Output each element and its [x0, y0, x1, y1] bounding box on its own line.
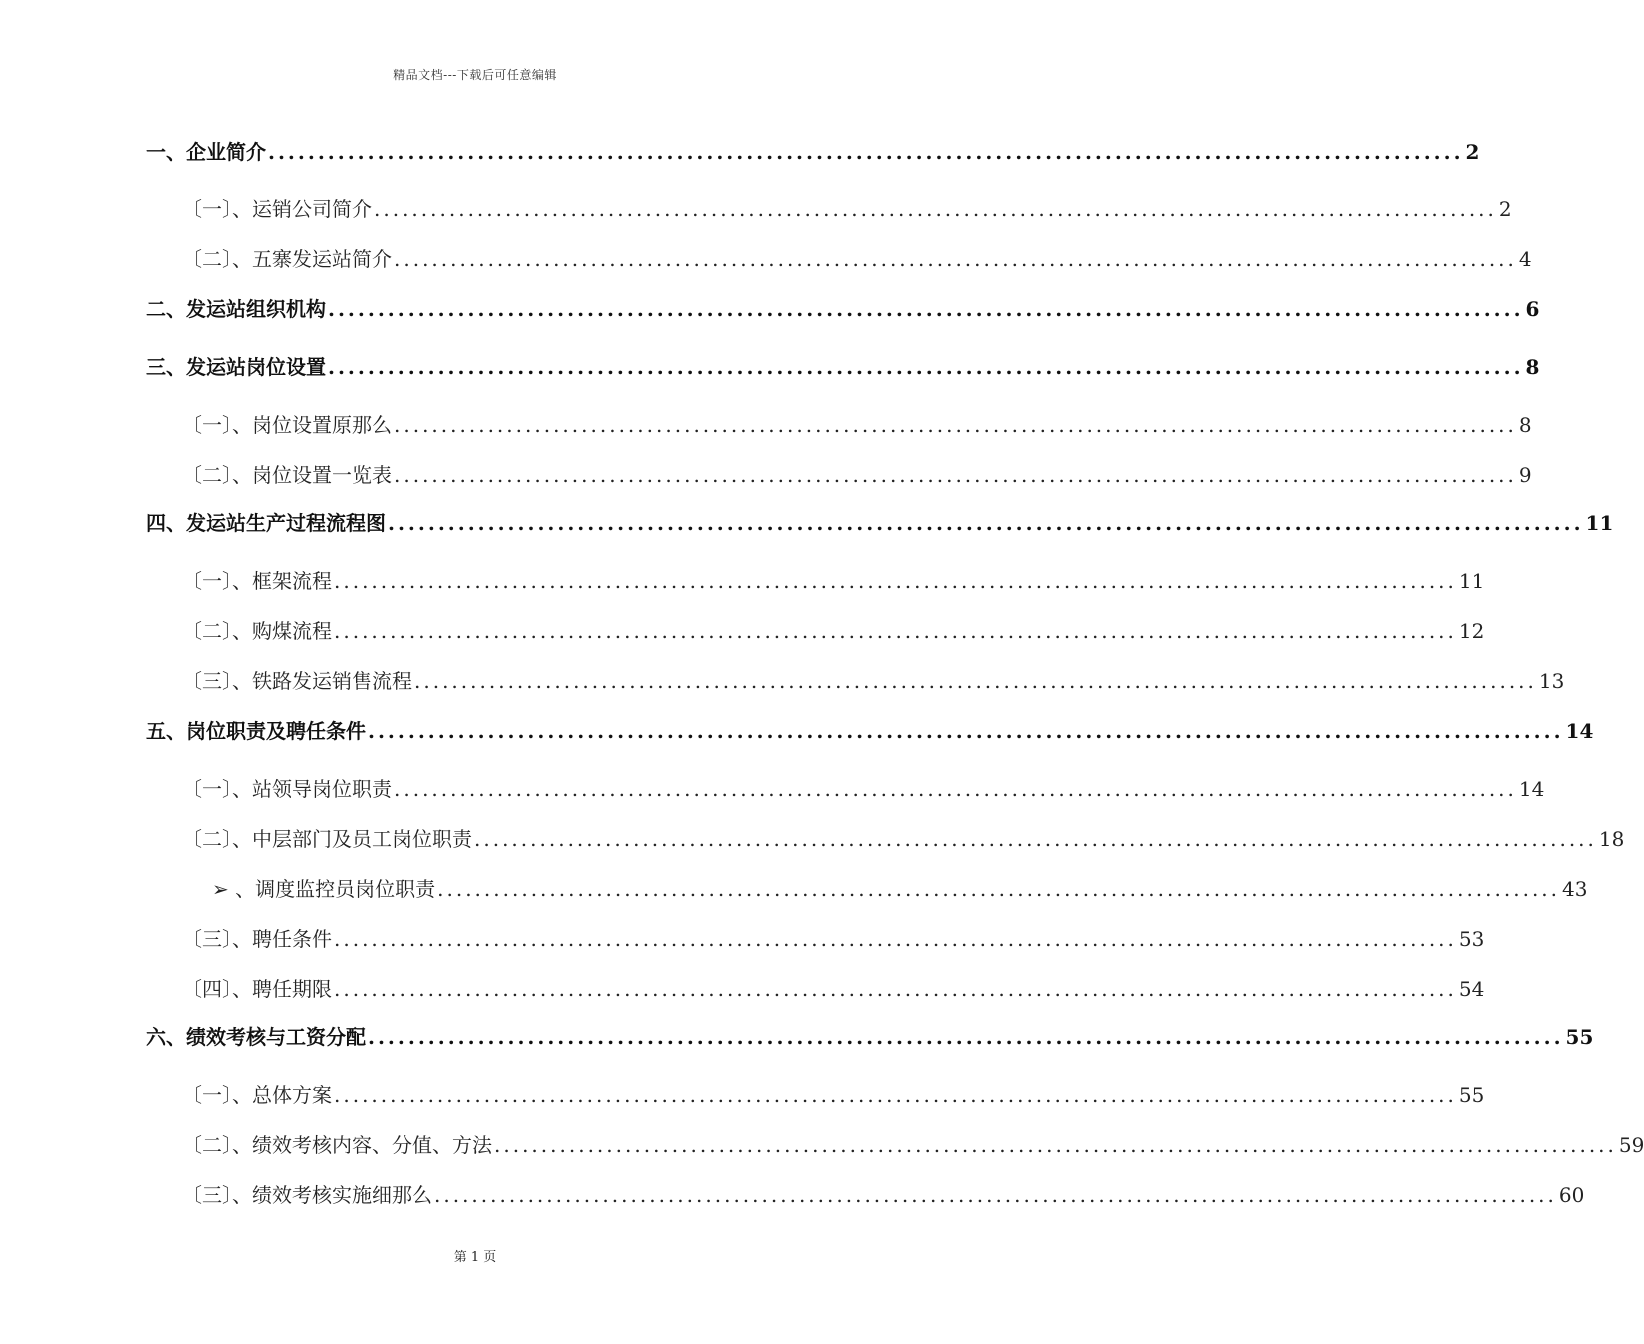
toc-entry[interactable]: [146, 508, 1614, 538]
toc-entry-number: 〔一〕、: [182, 1083, 252, 1107]
toc-entry[interactable]: [146, 616, 1485, 646]
toc-entry-number: 〔一〕、: [182, 197, 252, 221]
toc-leader-dots: ........................................................................................................................: [334, 569, 1457, 593]
toc-entry-page: 55: [1458, 1083, 1485, 1107]
toc-leader-dots: ........................................................................................................................: [374, 197, 1497, 221]
toc-entry-page: 6: [1525, 297, 1540, 321]
toc-entry[interactable]: [146, 137, 1480, 167]
toc-leader-dots: ........................................................................................................................: [328, 297, 1524, 321]
toc-leader-dots: ........................................................................................................................: [334, 977, 1457, 1001]
toc-entry-page: 14: [1518, 777, 1545, 801]
toc-entry-number: 〔三〕、: [182, 927, 252, 951]
toc-entry[interactable]: [146, 1022, 1594, 1052]
toc-leader-dots: ........................................................................................................................: [394, 247, 1517, 271]
toc-entry-title: 五寨发运站简介: [252, 247, 392, 271]
toc-entry-title: 铁路发运销售流程: [252, 669, 412, 693]
toc-entry-title: 绩效考核内容、分值、方法: [252, 1133, 492, 1157]
toc-leader-dots: ........................................................................................................................: [368, 719, 1564, 743]
toc-entry[interactable]: [146, 194, 1512, 224]
toc-leader-dots: ........................................................................................................................: [334, 927, 1457, 951]
toc-entry[interactable]: [146, 352, 1540, 382]
toc-entry-title: 中层部门及员工岗位职责: [252, 827, 472, 851]
toc-leader-dots: ........................................................................................................................: [368, 1025, 1564, 1049]
toc-entry[interactable]: [146, 874, 1588, 904]
toc-entry-number: 二、: [146, 297, 186, 321]
toc-entry-number: 四、: [146, 511, 186, 535]
toc-leader-dots: ........................................................................................................................: [334, 619, 1457, 643]
toc-entry-number: 〔四〕、: [182, 977, 252, 1001]
toc-leader-dots: ........................................................................................................................: [394, 777, 1517, 801]
toc-leader-dots: ........................................................................................................................: [394, 463, 1517, 487]
toc-entry[interactable]: [146, 294, 1540, 324]
toc-entry-title: 总体方案: [252, 1083, 332, 1107]
toc-entry-number: 〔一〕、: [182, 413, 252, 437]
toc-entry[interactable]: [146, 1130, 1644, 1160]
toc-entry-title: 聘任期限: [252, 977, 332, 1001]
toc-entry[interactable]: [146, 566, 1485, 596]
toc-entry-number: 〔一〕、: [182, 777, 252, 801]
toc-entry-title: 调度监控员岗位职责: [255, 877, 436, 901]
toc-entry-title: 岗位职责及聘任条件: [186, 719, 366, 743]
toc-entry-number: 〔二〕、: [182, 247, 252, 271]
toc-entry-number: ➢ 、: [212, 877, 256, 901]
page-header: 精品文档---下载后可任意编辑: [393, 68, 557, 82]
toc-entry-page: 11: [1585, 511, 1614, 535]
toc-leader-dots: ........................................................................................................................: [494, 1133, 1617, 1157]
toc-leader-dots: ........................................................................................................................: [474, 827, 1597, 851]
toc-entry-page: 59: [1618, 1133, 1644, 1157]
toc-leader-dots: ........................................................................................................................: [434, 1183, 1557, 1207]
toc-entry-number: 〔二〕、: [182, 1133, 252, 1157]
toc-entry-title: 企业简介: [186, 140, 266, 164]
toc-entry-page: 43: [1562, 877, 1588, 901]
toc-entry[interactable]: [146, 774, 1545, 804]
toc-entry-title: 岗位设置原那么: [252, 413, 392, 437]
toc-entry-title: 发运站组织机构: [186, 297, 326, 321]
toc-entry-number: 六、: [146, 1025, 186, 1049]
toc-entry[interactable]: [146, 974, 1485, 1004]
toc-entry-page: 53: [1458, 927, 1485, 951]
toc-entry-page: 9: [1518, 463, 1532, 487]
toc-entry-page: 2: [1498, 197, 1512, 221]
toc-leader-dots: ........................................................................................................................: [328, 355, 1524, 379]
toc-entry-number: 〔二〕、: [182, 827, 252, 851]
toc-entry[interactable]: [146, 1180, 1585, 1210]
toc-entry-page: 18: [1598, 827, 1625, 851]
toc-entry[interactable]: [146, 1080, 1485, 1110]
toc-leader-dots: ........................................................................................................................: [268, 140, 1464, 164]
toc-leader-dots: ........................................................................................................................: [437, 877, 1561, 901]
toc-entry-page: 13: [1538, 669, 1565, 693]
toc-entry-number: 〔二〕、: [182, 463, 252, 487]
toc-entry-page: 55: [1565, 1025, 1594, 1049]
toc-entry-title: 站领导岗位职责: [252, 777, 392, 801]
toc-entry-number: 〔二〕、: [182, 619, 252, 643]
toc-entry-title: 绩效考核实施细那么: [252, 1183, 432, 1207]
toc-entry-page: 14: [1565, 719, 1594, 743]
toc-entry-title: 岗位设置一览表: [252, 463, 392, 487]
toc-entry[interactable]: [146, 924, 1485, 954]
toc-entry-number: 〔三〕、: [182, 669, 252, 693]
toc-entry-title: 聘任条件: [252, 927, 332, 951]
toc-entry[interactable]: [146, 460, 1532, 490]
toc-entry[interactable]: [146, 244, 1532, 274]
toc-leader-dots: ........................................................................................................................: [394, 413, 1517, 437]
toc-entry[interactable]: [146, 666, 1565, 696]
toc-entry-page: 12: [1458, 619, 1485, 643]
toc-entry-page: 4: [1518, 247, 1532, 271]
toc-entry-title: 框架流程: [252, 569, 332, 593]
toc-entry-page: 8: [1525, 355, 1540, 379]
toc-entry-number: 〔一〕、: [182, 569, 252, 593]
toc-entry[interactable]: [146, 824, 1625, 854]
toc-leader-dots: ........................................................................................................................: [414, 669, 1537, 693]
page-footer: 第 1 页: [453, 1250, 497, 1265]
toc-entry-title: 运销公司简介: [252, 197, 372, 221]
toc-entry-title: 发运站生产过程流程图: [186, 511, 386, 535]
toc-entry-title: 绩效考核与工资分配: [186, 1025, 366, 1049]
toc-entry-title: 发运站岗位设置: [186, 355, 326, 379]
toc-entry-number: 三、: [146, 355, 186, 379]
toc-entry-page: 2: [1465, 140, 1480, 164]
toc-entry-page: 60: [1558, 1183, 1585, 1207]
toc-leader-dots: ........................................................................................................................: [334, 1083, 1457, 1107]
toc-entry-page: 54: [1458, 977, 1485, 1001]
toc-entry[interactable]: [146, 716, 1594, 746]
toc-entry-number: 五、: [146, 719, 186, 743]
toc-leader-dots: ........................................................................................................................: [388, 511, 1584, 535]
toc-entry[interactable]: [146, 410, 1532, 440]
toc-entry-page: 8: [1518, 413, 1532, 437]
toc-entry-number: 一、: [146, 140, 186, 164]
toc-entry-title: 购煤流程: [252, 619, 332, 643]
toc-entry-page: 11: [1458, 569, 1485, 593]
toc-entry-number: 〔三〕、: [182, 1183, 252, 1207]
